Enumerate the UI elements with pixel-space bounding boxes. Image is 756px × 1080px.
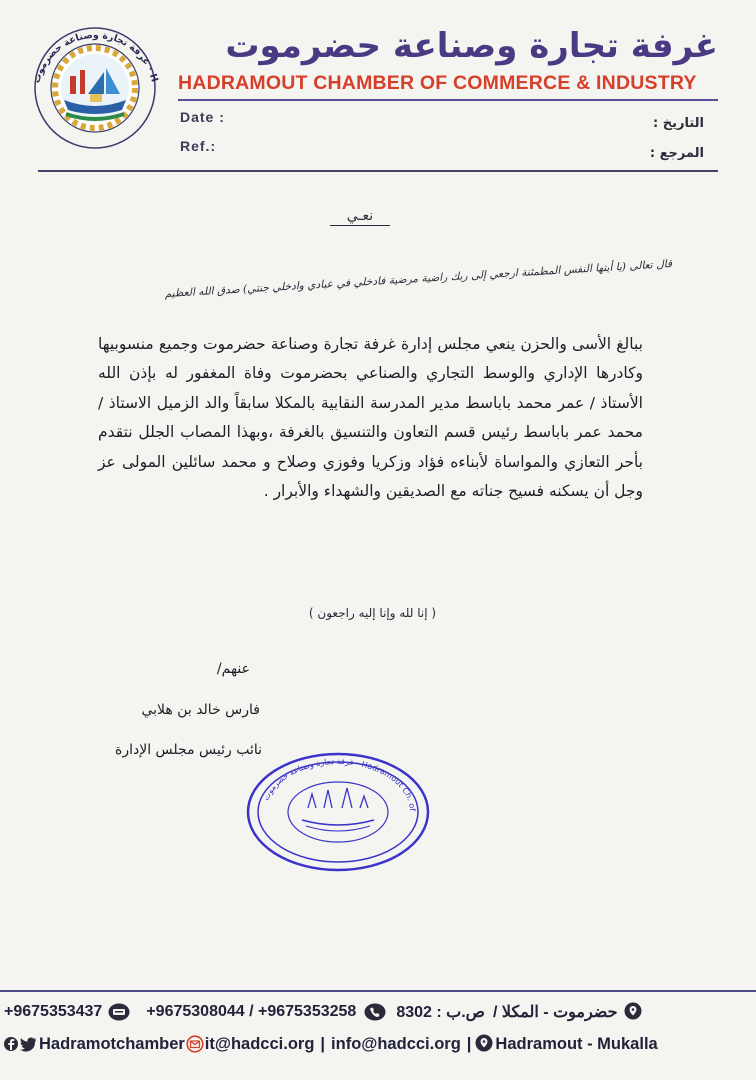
location-pin-icon-2 [475, 1034, 493, 1054]
date-label-arabic: التاريخ : [653, 116, 704, 131]
chamber-logo [20, 20, 170, 150]
condolence-paragraph: ببالغ الأسى والحزن ينعي مجلس إدارة غرفة تجارة وصناعة حضرموت وجميع منسوبيها وكادرها الإداري والوسط التجاري والصناعي بحضرموت وفاة المغفور له بإذن الله الأستاذ / عمر محمد باباسط مدير المدرسة النقابية بالمكلا سابقاً والد الزميل الاستاذ / محمد عمر باباسط رئيس قسم التعاون والتنسيق بالغرفة ،وبهذا المصاب الجلل نتقدم بأحر التعازي والمواساة لأبناءه فؤاد وزكريا وفوزي وصلاح و محمد سائلين المولى عز وجل أن يسكنه فسيح جناته مع الصديقين والشهداء والأبرار . [98, 335, 643, 501]
footer-separator-2: | [466, 1034, 472, 1053]
po-box: ص.ب : 8302 [396, 1004, 485, 1021]
date-label: Date : [180, 109, 225, 125]
social-handle[interactable]: Hadramotchamber [39, 1034, 185, 1053]
svg-text:غرفة تجارة وصناعة حضرموت · Had: غرفة تجارة وصناعة حضرموت · Hadramout Ch. of [261, 756, 418, 812]
twitter-icon[interactable] [19, 1036, 37, 1052]
email-icon [186, 1035, 204, 1053]
ref-label-arabic: المرجع : [649, 146, 704, 161]
svg-text:غرفة تجارة وصناعة حضرموت · Had: غرفة تجارة وصناعة حضرموت · H [31, 29, 160, 85]
chamber-title-arabic: غرفة تجارة وصناعة حضرموت [225, 26, 718, 66]
quran-verse: قال تعالى (يا أيتها النفس المطمئنة ارجعي إلى ربك راضية مرضية فادخلي في عبادي وادخلي جنتي) صدق الله العظيم [164, 258, 673, 301]
location-text: Hadramout - Mukalla [495, 1034, 658, 1053]
letter-heading: نعـي [330, 208, 390, 226]
signature-name: فارس خالد بن هلابي [141, 702, 260, 718]
footer-online-row [4, 1030, 752, 1058]
ref-label: Ref.: [180, 138, 217, 154]
header-divider [178, 99, 718, 101]
footer-divider [0, 990, 756, 992]
closing-phrase: ( إنا لله وإنا إليه راجعون ) [308, 606, 437, 620]
fax-icon [108, 1003, 130, 1021]
footer-separator: | [320, 1034, 326, 1053]
signature-on-behalf: عنهم/ [216, 661, 250, 677]
email-it[interactable]: it@hadcci.org [204, 1034, 315, 1053]
footer-contact-row [4, 998, 752, 1026]
phone-icon [364, 1003, 386, 1021]
facebook-icon[interactable] [4, 1035, 18, 1053]
signature-title: نائب رئيس مجلس الإدارة [115, 742, 262, 758]
fax-number: +9675353437 [4, 1003, 103, 1020]
location-pin-icon [624, 1002, 642, 1022]
email-info[interactable]: info@hadcci.org [331, 1034, 461, 1053]
chamber-title-english: HADRAMOUT CHAMBER OF COMMERCE & INDUSTRY [178, 72, 697, 94]
address-arabic: حضرموت - المكلا / [493, 1004, 618, 1021]
phone-numbers: +9675308044 / +9675353258 [146, 1003, 357, 1020]
header-bottom-divider [38, 170, 718, 172]
official-stamp [244, 750, 432, 874]
